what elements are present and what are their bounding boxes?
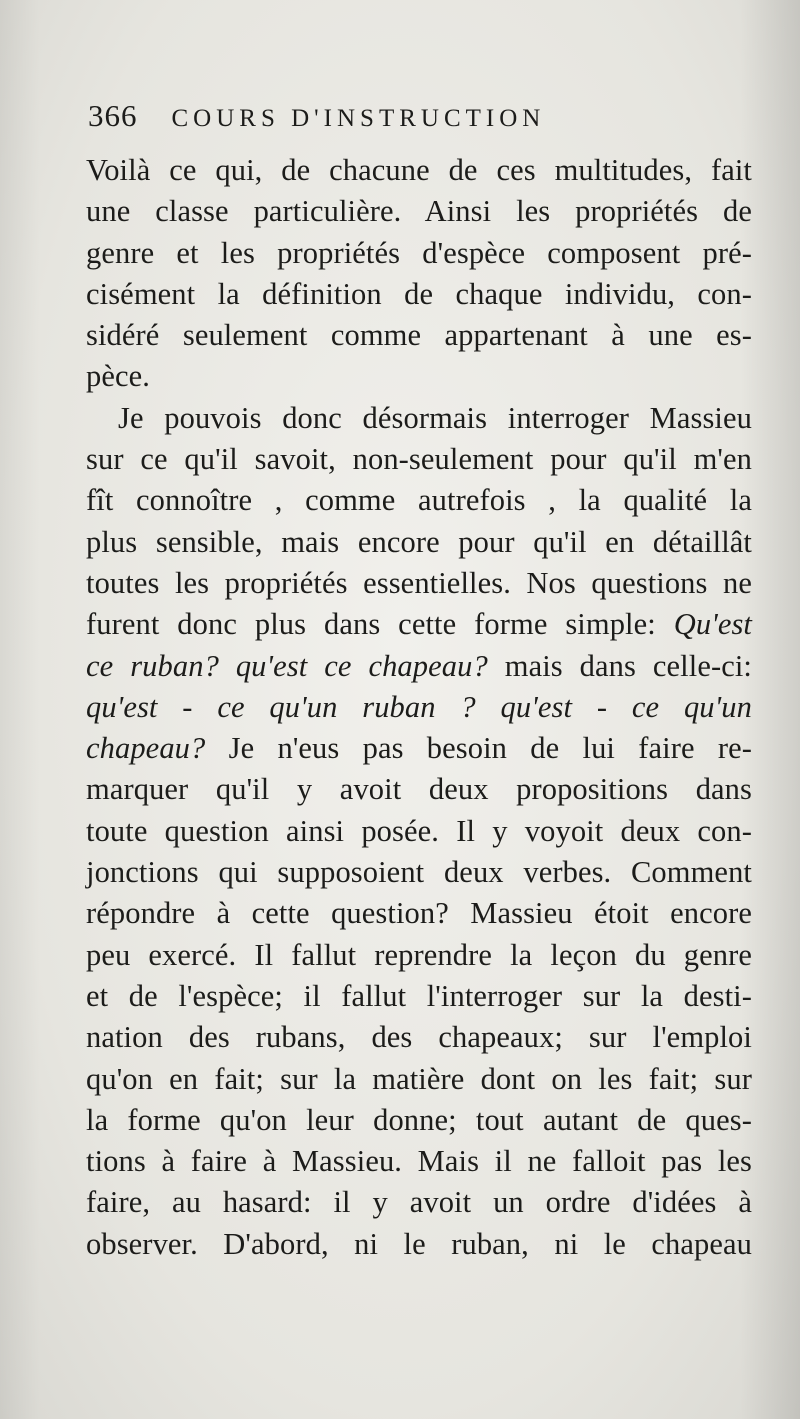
text-run-italic: ce ruban? qu'est ce chapeau?: [86, 648, 488, 683]
text-line: [86, 191, 752, 232]
text-line: [86, 150, 752, 191]
text-run: marquer qu'il y avoit deux propositions dans: [86, 772, 752, 807]
text-run: plus sensible, mais encore pour qu'il en détaillât: [86, 524, 752, 559]
text-line: [86, 1224, 752, 1265]
text-line: [86, 1141, 752, 1182]
text-run: mais dans celle-ci:: [487, 648, 752, 683]
text-line: [86, 315, 752, 356]
text-body: [86, 150, 752, 1265]
text-run: la forme qu'on leur donne; tout autant de ques-: [86, 1102, 752, 1137]
text-run: observer. D'abord, ni le ruban, ni le chapeau: [86, 1226, 752, 1261]
text-line: [86, 852, 752, 893]
text-line: [86, 233, 752, 274]
text-run: sur ce qu'il savoit, non-seulement pour qu'il m'en: [86, 442, 752, 477]
text-line: [86, 769, 752, 810]
text-run: toute question ainsi posée. Il y voyoit deux con-: [86, 813, 752, 848]
text-line: [86, 1059, 752, 1100]
text-run: faire, au hasard: il y avoit un ordre d'idées à: [86, 1185, 752, 1220]
text-run: genre et les propriétés d'espèce composent pré-: [86, 235, 752, 270]
text-line: [86, 646, 752, 687]
text-line: [86, 1017, 752, 1058]
text-line: [86, 976, 752, 1017]
text-run: jonctions qui supposoient deux verbes. Comment: [86, 855, 752, 890]
text-line: [86, 811, 752, 852]
text-run: sidéré seulement comme appartenant à une es-: [86, 318, 752, 353]
text-run: pèce.: [86, 359, 150, 394]
text-line: [86, 439, 752, 480]
text-run-italic: Qu'est: [673, 607, 752, 642]
text-line: [86, 356, 752, 397]
text-run: peu exercé. Il fallut reprendre la leçon du genre: [86, 937, 752, 972]
text-run: cisément la définition de chaque individu, con-: [86, 276, 752, 311]
text-run: Je pouvois donc désormais interroger Massieu: [118, 400, 752, 435]
text-line: [86, 893, 752, 934]
text-line: [86, 728, 752, 769]
text-run: qu'on en fait; sur la matière dont on les fait; sur: [86, 1061, 752, 1096]
text-line: [86, 274, 752, 315]
text-run: fît connoître , comme autrefois , la qualité la: [86, 483, 752, 518]
text-line: [86, 522, 752, 563]
text-run: et de l'espèce; il fallut l'interroger sur la desti-: [86, 978, 752, 1013]
text-run: furent donc plus dans cette forme simple:: [86, 607, 674, 642]
text-line: [86, 1182, 752, 1223]
text-run-italic: qu'est - ce qu'un ruban ? qu'est - ce qu'un: [86, 689, 752, 724]
text-run: nation des rubans, des chapeaux; sur l'emploi: [86, 1020, 752, 1055]
text-run: Voilà ce qui, de chacune de ces multitudes, fait: [86, 153, 752, 187]
text-run: toutes les propriétés essentielles. Nos questions ne: [86, 565, 752, 600]
text-line: [86, 480, 752, 521]
text-line: [86, 935, 752, 976]
text-run: répondre à cette question? Massieu étoit encore: [86, 896, 752, 931]
page-number: 366: [88, 98, 138, 133]
text-line: [86, 1100, 752, 1141]
text-run: Je n'eus pas besoin de lui faire re-: [205, 731, 752, 766]
text-run-italic: chapeau?: [86, 731, 206, 766]
running-head: [88, 98, 753, 142]
text-line: [86, 398, 752, 439]
text-run: une classe particulière. Ainsi les propriétés de: [86, 194, 752, 229]
running-title: COURS D'INSTRUCTION: [171, 105, 546, 132]
text-line: [86, 563, 752, 604]
text-line: [86, 604, 752, 645]
text-run: tions à faire à Massieu. Mais il ne falloit pas les: [86, 1144, 752, 1179]
text-line: [86, 687, 752, 728]
